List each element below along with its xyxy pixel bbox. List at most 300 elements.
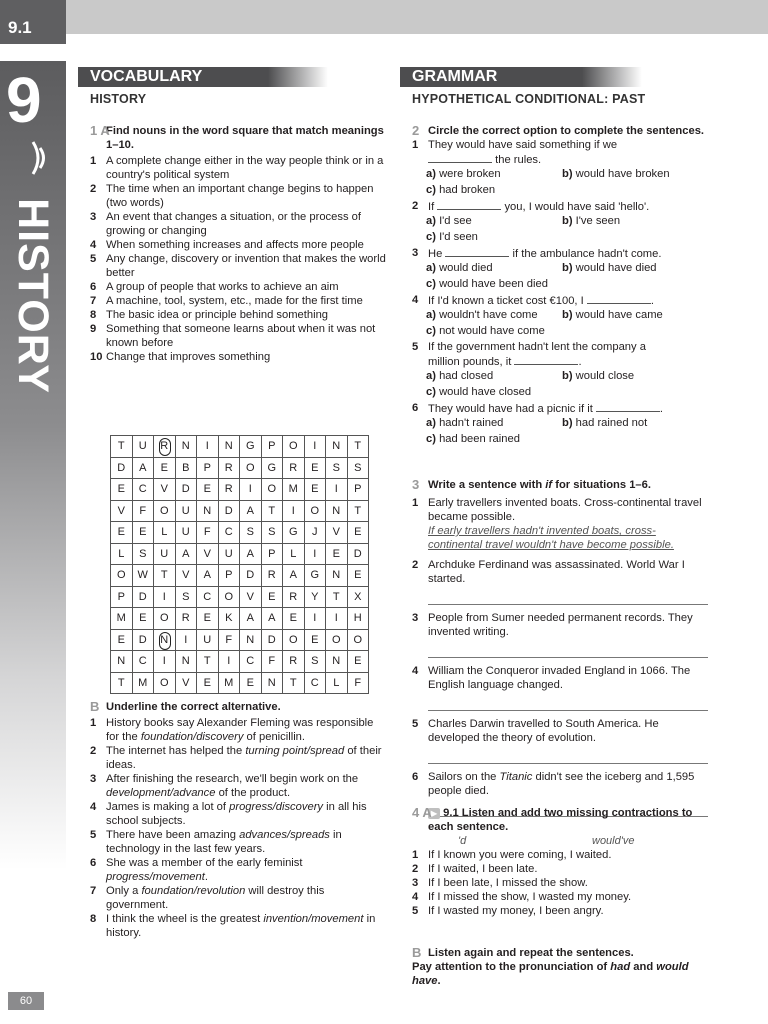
option-row	[412, 167, 708, 183]
grid-cell[interactable]	[240, 586, 262, 608]
alternative-item	[90, 912, 386, 940]
alternative-choice[interactable]: progress/discovery	[229, 801, 324, 813]
grid-letter: X	[354, 590, 362, 603]
grid-cell[interactable]	[175, 436, 197, 458]
option-b[interactable]: b) would have broken	[562, 168, 670, 180]
grid-letter: E	[354, 526, 362, 539]
grid-cell[interactable]	[197, 522, 219, 544]
grid-letter: O	[288, 633, 298, 646]
grid-cell[interactable]	[283, 457, 305, 479]
grid-cell[interactable]	[261, 436, 283, 458]
grid-cell[interactable]	[326, 629, 348, 651]
grid-cell[interactable]	[261, 479, 283, 501]
grid-cell[interactable]	[154, 479, 176, 501]
grid-row	[111, 479, 369, 501]
grid-letter: T	[160, 569, 168, 582]
grid-cell[interactable]	[304, 565, 326, 587]
grid-cell[interactable]	[347, 586, 369, 608]
grid-cell[interactable]	[326, 500, 348, 522]
grid-letter: R	[267, 569, 276, 582]
grid-letter: I	[313, 547, 317, 560]
grid-cell[interactable]	[347, 522, 369, 544]
item-number: 8	[90, 913, 97, 925]
grid-cell[interactable]	[197, 608, 219, 630]
alternative-item	[90, 856, 386, 884]
grid-letter: O	[288, 440, 298, 453]
grid-cell[interactable]	[283, 436, 305, 458]
grid-cell[interactable]	[304, 479, 326, 501]
grid-cell[interactable]	[175, 629, 197, 651]
grid-cell[interactable]	[154, 543, 176, 565]
grid-cell[interactable]	[326, 672, 348, 694]
grid-cell[interactable]	[175, 651, 197, 673]
grid-cell[interactable]	[175, 479, 197, 501]
grid-letter: I	[334, 612, 338, 625]
grid-letter: I	[313, 612, 317, 625]
grid-cell[interactable]	[240, 522, 262, 544]
grid-letter: E	[246, 676, 254, 689]
item-number: 3	[90, 773, 97, 785]
item-number: 1	[90, 155, 97, 167]
grid-letter: Y	[311, 590, 319, 603]
grid-cell[interactable]	[218, 651, 240, 673]
option-row	[412, 432, 708, 448]
grid-cell[interactable]	[132, 436, 154, 458]
option-c[interactable]: c) would have closed	[426, 386, 532, 398]
grid-cell[interactable]	[218, 500, 240, 522]
item-number: 1	[90, 717, 97, 729]
grid-row	[111, 436, 369, 458]
item-number: 5	[412, 718, 419, 730]
grid-cell[interactable]	[326, 565, 348, 587]
grid-cell[interactable]	[261, 565, 283, 587]
grid-letter: U	[160, 547, 169, 560]
answer-gap[interactable]	[596, 401, 660, 412]
grid-row	[111, 457, 369, 479]
grid-cell[interactable]	[132, 608, 154, 630]
grid-cell[interactable]	[240, 565, 262, 587]
grid-cell[interactable]	[347, 672, 369, 694]
grid-cell[interactable]	[218, 543, 240, 565]
exercise-4a-list	[412, 848, 708, 918]
grid-cell[interactable]	[283, 629, 305, 651]
grid-letter: I	[334, 483, 338, 496]
item-text: I think the wheel is the greatest	[106, 913, 264, 925]
grid-letter: S	[246, 526, 254, 539]
option-a[interactable]: a) had closed	[426, 370, 494, 382]
grid-letter: D	[138, 633, 147, 646]
grid-letter: U	[224, 547, 233, 560]
exercise-3	[412, 478, 708, 817]
grid-letter: N	[332, 504, 341, 517]
option-a[interactable]: a) would died	[426, 262, 493, 274]
unit-code-box	[0, 0, 66, 44]
grid-cell[interactable]	[240, 457, 262, 479]
grid-cell[interactable]	[111, 500, 133, 522]
item-text: A machine, tool, system, etc., made for the first time	[106, 295, 363, 307]
grid-cell[interactable]	[347, 629, 369, 651]
grid-cell[interactable]	[175, 457, 197, 479]
exercise-1a-list	[90, 154, 386, 364]
definition-item	[90, 210, 386, 238]
grid-cell[interactable]	[261, 608, 283, 630]
grid-cell[interactable]	[304, 629, 326, 651]
grid-cell[interactable]	[175, 500, 197, 522]
grid-cell[interactable]	[154, 522, 176, 544]
item-text: in technology in the last few years.	[106, 829, 342, 855]
grid-cell[interactable]	[132, 479, 154, 501]
item-text: People from Sumer needed permanent records. They invented writing.	[428, 612, 693, 638]
grid-cell[interactable]	[111, 586, 133, 608]
grid-letter: E	[117, 483, 125, 496]
item-text: of their ideas.	[106, 745, 382, 771]
grid-cell[interactable]	[197, 500, 219, 522]
grid-cell[interactable]	[154, 651, 176, 673]
grid-letter: R	[181, 612, 190, 625]
handwritten-note: 'd	[458, 835, 467, 847]
grid-cell[interactable]	[326, 479, 348, 501]
situation-item	[412, 496, 708, 524]
grid-cell[interactable]	[197, 479, 219, 501]
exercise-4a-instruction: 4 A ▶ 9.1 Listen and add two missing contractions to each sentence.	[412, 805, 693, 833]
grid-cell[interactable]	[175, 565, 197, 587]
grid-cell[interactable]	[283, 672, 305, 694]
grid-cell[interactable]	[347, 479, 369, 501]
grid-cell[interactable]	[304, 436, 326, 458]
item-text: didn't see the iceberg and 1,595 people died.	[428, 771, 695, 797]
item-text: will destroy this government.	[106, 885, 325, 911]
grid-cell[interactable]	[197, 543, 219, 565]
grid-cell[interactable]	[240, 672, 262, 694]
grid-cell[interactable]	[111, 479, 133, 501]
grid-cell[interactable]	[132, 672, 154, 694]
grid-letter: U	[181, 526, 190, 539]
grid-cell[interactable]	[132, 500, 154, 522]
grid-cell[interactable]	[218, 479, 240, 501]
grid-cell[interactable]	[132, 457, 154, 479]
item-number: 8	[90, 309, 97, 321]
grid-cell[interactable]	[283, 586, 305, 608]
grid-cell[interactable]	[261, 629, 283, 651]
unit-title-vertical: HISTORY	[9, 198, 57, 394]
grid-cell[interactable]	[240, 436, 262, 458]
exercise-1b-instruction: B Underline the correct alternative.	[90, 699, 281, 714]
option-b[interactable]: b) would have died	[562, 262, 657, 274]
grid-cell[interactable]	[132, 522, 154, 544]
option-c[interactable]: c) would have been died	[426, 278, 548, 290]
grid-letter: P	[225, 569, 233, 582]
grid-letter: S	[139, 547, 147, 560]
grid-cell[interactable]	[304, 651, 326, 673]
grid-cell[interactable]	[154, 672, 176, 694]
grid-cell[interactable]	[132, 651, 154, 673]
item-text: When something increases and affects more people	[106, 239, 364, 251]
item-number: 3	[90, 211, 97, 223]
item-text: A group of people that works to achieve an aim	[106, 281, 339, 293]
definition-item	[90, 154, 386, 182]
grid-cell[interactable]	[283, 479, 305, 501]
grid-letter: A	[203, 569, 211, 582]
grid-cell[interactable]	[154, 629, 176, 651]
grid-cell[interactable]	[240, 608, 262, 630]
grid-cell[interactable]	[261, 651, 283, 673]
grid-letter: H	[353, 612, 362, 625]
grid-cell[interactable]	[304, 543, 326, 565]
alternative-choice[interactable]: turning point/spread	[245, 745, 345, 757]
option-a[interactable]: a) wouldn't have come	[426, 309, 538, 321]
grid-cell[interactable]	[283, 522, 305, 544]
grid-cell[interactable]	[347, 500, 369, 522]
grid-cell[interactable]	[154, 457, 176, 479]
grid-letter: M	[224, 676, 234, 689]
grid-letter: A	[139, 461, 147, 474]
grid-cell[interactable]	[154, 436, 176, 458]
answer-line[interactable]	[428, 692, 708, 711]
grid-cell[interactable]	[326, 651, 348, 673]
grid-letter: O	[224, 590, 234, 603]
grid-cell[interactable]	[197, 651, 219, 673]
option-a[interactable]: a) hadn't rained	[426, 417, 504, 429]
audio-icon[interactable]: ▶	[428, 808, 440, 819]
definition-item	[90, 182, 386, 210]
grid-letter: R	[160, 440, 169, 453]
grid-cell[interactable]	[261, 457, 283, 479]
grid-cell[interactable]	[326, 522, 348, 544]
grid-cell[interactable]	[154, 586, 176, 608]
grid-cell[interactable]	[218, 457, 240, 479]
option-b[interactable]: b) would have came	[562, 309, 663, 321]
grid-cell[interactable]	[154, 608, 176, 630]
grid-letter: T	[203, 655, 211, 668]
grid-cell[interactable]	[111, 629, 133, 651]
grid-cell[interactable]	[175, 586, 197, 608]
grid-cell[interactable]	[326, 436, 348, 458]
exercise-4a	[412, 806, 708, 918]
grid-cell[interactable]	[347, 543, 369, 565]
item-text: If I missed the show, I wasted my money.	[428, 891, 632, 903]
situation-item	[412, 558, 708, 586]
exercise-2-question: 4 If I'd known a ticket cost €100, I .	[412, 294, 654, 307]
grid-cell[interactable]	[326, 586, 348, 608]
option-c[interactable]: c) not would have come	[426, 325, 545, 337]
grid-letter: E	[160, 461, 168, 474]
item-number: 6	[90, 857, 97, 869]
grid-cell[interactable]	[283, 608, 305, 630]
grid-cell[interactable]	[218, 629, 240, 651]
item-text: If I wasted my money, I been angry.	[428, 905, 604, 917]
option-b[interactable]: b) had rained not	[562, 417, 648, 429]
item-number: 5	[412, 905, 419, 917]
item-number: 1	[412, 849, 419, 861]
grid-cell[interactable]	[111, 522, 133, 544]
grid-letter: O	[245, 461, 255, 474]
grid-cell[interactable]	[347, 651, 369, 673]
item-number: 9	[90, 323, 97, 335]
grid-cell[interactable]	[111, 672, 133, 694]
grid-letter: A	[246, 612, 254, 625]
answer-gap[interactable]	[445, 246, 509, 257]
sentence-item	[412, 890, 708, 904]
grid-cell[interactable]	[240, 651, 262, 673]
grid-cell[interactable]	[218, 565, 240, 587]
grid-letter: O	[353, 633, 363, 646]
alternative-choice[interactable]: progress/movement	[106, 871, 205, 883]
grid-cell[interactable]	[111, 436, 133, 458]
grid-cell[interactable]	[197, 586, 219, 608]
grid-cell[interactable]	[283, 500, 305, 522]
grid-cell[interactable]	[132, 586, 154, 608]
answer-gap[interactable]	[587, 293, 651, 304]
grid-cell[interactable]	[132, 543, 154, 565]
alternative-choice[interactable]: foundation/discovery	[140, 731, 244, 743]
grid-cell[interactable]	[111, 457, 133, 479]
situation-item	[412, 611, 708, 639]
item-number: 6	[412, 771, 419, 783]
grid-letter: E	[354, 655, 362, 668]
grid-cell[interactable]	[283, 543, 305, 565]
grid-cell[interactable]	[218, 586, 240, 608]
grid-cell[interactable]	[283, 565, 305, 587]
grid-cell[interactable]	[132, 629, 154, 651]
grid-cell[interactable]	[175, 672, 197, 694]
answer-line[interactable]	[428, 586, 708, 605]
grid-letter: U	[181, 504, 190, 517]
grid-cell[interactable]	[304, 500, 326, 522]
grid-cell[interactable]	[197, 565, 219, 587]
grid-cell[interactable]	[197, 672, 219, 694]
grid-cell[interactable]	[197, 457, 219, 479]
grid-letter: F	[354, 676, 362, 689]
option-c[interactable]: c) I'd seen	[426, 231, 478, 243]
item-number: 5	[90, 829, 97, 841]
example-text: If early travellers hadn't invented boats, cross-continental travel wouldn't have become possible.	[428, 525, 674, 551]
grid-letter: S	[332, 461, 340, 474]
grid-letter: L	[161, 526, 168, 539]
grid-cell[interactable]	[304, 522, 326, 544]
grid-letter: I	[205, 440, 209, 453]
grid-cell[interactable]	[304, 608, 326, 630]
exercise-1a-instruction: 1 A Find nouns in the word square that match meanings 1–10.	[90, 123, 384, 151]
item-text: The time when an important change begins to happen (two words)	[106, 183, 374, 209]
grid-cell[interactable]	[111, 543, 133, 565]
grid-cell[interactable]	[111, 651, 133, 673]
grid-letter: N	[160, 633, 169, 646]
option-row	[412, 183, 708, 199]
item-number: 4	[412, 665, 419, 677]
grid-cell[interactable]	[175, 522, 197, 544]
alternative-choice[interactable]: foundation/revolution	[141, 885, 246, 897]
answer-line[interactable]	[428, 639, 708, 658]
situation-item	[412, 717, 708, 745]
definition-item	[90, 294, 386, 308]
grid-letter: E	[268, 590, 276, 603]
grid-letter: O	[116, 569, 126, 582]
grid-cell[interactable]	[111, 565, 133, 587]
option-b[interactable]: b) I've seen	[562, 215, 621, 227]
answer-line[interactable]	[428, 745, 708, 764]
option-a[interactable]: a) were broken	[426, 168, 501, 180]
grid-cell[interactable]	[154, 565, 176, 587]
unit-code: 9.1	[8, 18, 32, 37]
grid-cell[interactable]	[326, 608, 348, 630]
grid-letter: T	[354, 504, 362, 517]
grid-cell[interactable]	[240, 629, 262, 651]
grid-letter: E	[139, 612, 147, 625]
grammar-subtitle: HYPOTHETICAL CONDITIONAL: PAST	[412, 92, 646, 106]
grid-cell[interactable]	[326, 457, 348, 479]
grid-cell[interactable]	[218, 436, 240, 458]
grid-cell[interactable]	[261, 586, 283, 608]
grid-letter: V	[246, 590, 254, 603]
exercise-1a	[90, 124, 386, 364]
grid-cell[interactable]	[240, 479, 262, 501]
answer-gap[interactable]	[428, 152, 492, 163]
option-a[interactable]: a) I'd see	[426, 215, 472, 227]
grid-cell[interactable]	[304, 586, 326, 608]
grid-cell[interactable]	[218, 608, 240, 630]
grid-cell[interactable]	[326, 543, 348, 565]
grid-cell[interactable]	[197, 629, 219, 651]
grid-cell[interactable]	[261, 543, 283, 565]
grid-cell[interactable]	[132, 565, 154, 587]
grid-cell[interactable]	[197, 436, 219, 458]
grid-letter: I	[184, 633, 188, 646]
grid-cell[interactable]	[347, 565, 369, 587]
alternative-choice[interactable]: invention/movement	[263, 913, 364, 925]
item-text: If I been late, I missed the show.	[428, 877, 588, 889]
grid-cell[interactable]	[175, 608, 197, 630]
grid-cell[interactable]	[347, 436, 369, 458]
grid-letter: D	[138, 590, 147, 603]
alternative-choice[interactable]: development/advance	[106, 787, 216, 799]
alternative-item	[90, 716, 386, 744]
alternative-choice[interactable]: advances/spreads	[239, 829, 330, 841]
grid-cell[interactable]	[347, 457, 369, 479]
option-c[interactable]: c) had broken	[426, 184, 496, 196]
grid-cell[interactable]	[154, 500, 176, 522]
answer-gap[interactable]	[437, 199, 501, 210]
grid-letter: V	[332, 526, 340, 539]
grid-cell[interactable]	[218, 672, 240, 694]
grid-letter: F	[268, 655, 276, 668]
option-row	[412, 261, 708, 277]
item-text: Titanic	[499, 771, 533, 783]
grid-cell[interactable]	[283, 651, 305, 673]
grid-cell[interactable]	[111, 608, 133, 630]
option-b[interactable]: b) would close	[562, 370, 635, 382]
option-c[interactable]: c) had been rained	[426, 433, 520, 445]
alternative-item	[90, 744, 386, 772]
grid-cell[interactable]	[175, 543, 197, 565]
grid-cell[interactable]	[240, 500, 262, 522]
grid-cell[interactable]	[347, 608, 369, 630]
grid-cell[interactable]	[218, 522, 240, 544]
grid-cell[interactable]	[261, 672, 283, 694]
sentence-item	[412, 904, 708, 918]
grid-letter: C	[224, 526, 233, 539]
grid-cell[interactable]	[261, 522, 283, 544]
definition-item	[90, 238, 386, 252]
answer-gap[interactable]	[514, 354, 578, 365]
grid-cell[interactable]	[261, 500, 283, 522]
grid-cell[interactable]	[304, 672, 326, 694]
grid-letter: E	[203, 612, 211, 625]
exercise-4b-instruction: B Listen again and repeat the sentences.	[412, 945, 634, 960]
grid-letter: T	[117, 440, 125, 453]
grid-cell[interactable]	[240, 543, 262, 565]
grid-letter: R	[224, 483, 233, 496]
grid-cell[interactable]	[304, 457, 326, 479]
